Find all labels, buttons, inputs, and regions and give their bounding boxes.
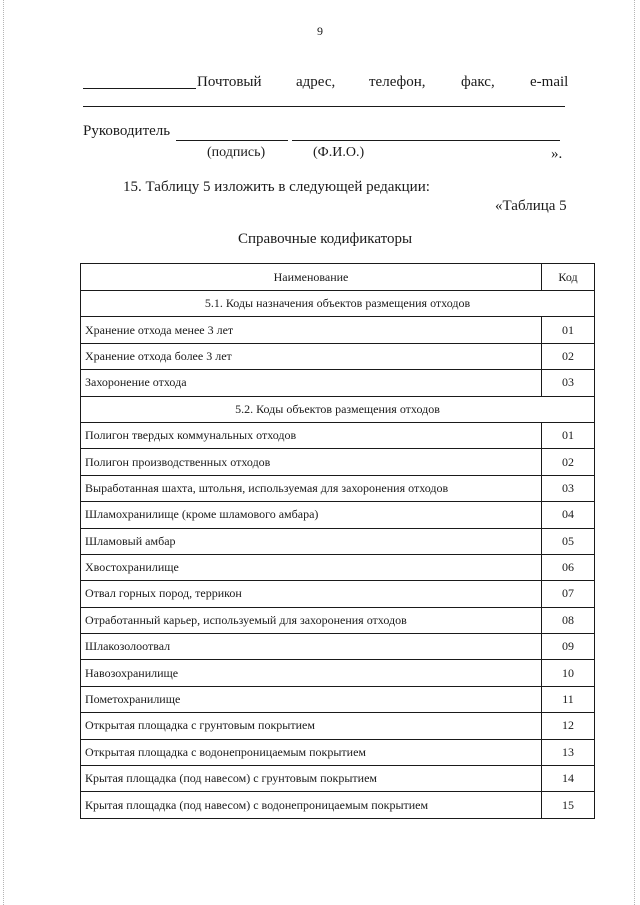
row-code-cell: 10: [542, 660, 595, 686]
row-code-cell: 05: [542, 528, 595, 554]
address-field-fax: факс,: [461, 74, 495, 90]
row-name-cell: Полигон производственных отходов: [81, 449, 542, 475]
row-code-cell: 01: [542, 317, 595, 343]
row-code-cell: 03: [542, 475, 595, 501]
table-row: [81, 713, 595, 739]
section-title: 5.2. Коды объектов размещения отходов: [81, 396, 595, 422]
row-code-cell: 14: [542, 766, 595, 792]
table-row: [81, 422, 595, 448]
table-title: Справочные кодификаторы: [237, 231, 413, 247]
row-code-cell: 02: [542, 449, 595, 475]
row-code-cell: 06: [542, 554, 595, 580]
table-row: [81, 370, 595, 396]
row-name-cell: Отработанный карьер, используемый для захоронения отходов: [81, 607, 542, 633]
row-name-cell: Хвостохранилище: [81, 554, 542, 580]
table-header-row: [81, 264, 595, 291]
section-title: 5.1. Коды назначения объектов размещения отходов: [81, 291, 595, 317]
scan-edge-left: [3, 0, 5, 905]
table-row: [81, 343, 595, 369]
row-name-cell: Шлакозолоотвал: [81, 634, 542, 660]
row-name-cell: Захоронение отхода: [81, 370, 542, 396]
row-code-cell: 08: [542, 607, 595, 633]
row-name-cell: Крытая площадка (под навесом) с водонепроницаемым покрытием: [81, 792, 542, 818]
row-code-cell: 12: [542, 713, 595, 739]
row-code-cell: 01: [542, 422, 595, 448]
table-row: [81, 317, 595, 343]
row-code-cell: 13: [542, 739, 595, 765]
address-continuation-underline: [83, 106, 565, 107]
header-name-cell: Наименование: [81, 264, 542, 291]
row-code-cell: 09: [542, 634, 595, 660]
codifier-table: [80, 263, 595, 819]
row-code-cell: 02: [542, 343, 595, 369]
table-row: [81, 660, 595, 686]
signature-caption-sign: (подпись): [207, 145, 266, 160]
row-name-cell: Открытая площадка с водонепроницаемым покрытием: [81, 739, 542, 765]
table-row: [81, 475, 595, 501]
row-name-cell: Выработанная шахта, штольня, используемая для захоронения отходов: [81, 475, 542, 501]
row-code-cell: 07: [542, 581, 595, 607]
page-number: 9: [317, 24, 323, 38]
signature-closing-quote: ».: [551, 146, 563, 162]
row-code-cell: 04: [542, 502, 595, 528]
row-name-cell: Шламохранилище (кроме шламового амбара): [81, 502, 542, 528]
table-row: [81, 528, 595, 554]
address-field-address: адрес,: [296, 74, 336, 90]
section-header-row: [81, 396, 595, 422]
row-name-cell: Навозохранилище: [81, 660, 542, 686]
row-code-cell: 11: [542, 686, 595, 712]
table-row: [81, 502, 595, 528]
table-row: [81, 766, 595, 792]
table-row: [81, 739, 595, 765]
row-name-cell: Полигон твердых коммунальных отходов: [81, 422, 542, 448]
scan-edge-right: [634, 0, 636, 905]
address-label: Почтовый: [197, 74, 262, 90]
table-row: [81, 449, 595, 475]
table-row: [81, 607, 595, 633]
instruction-text: 15. Таблицу 5 изложить в следующей редакции:: [123, 179, 430, 195]
row-name-cell: Крытая площадка (под навесом) с грунтовым покрытием: [81, 766, 542, 792]
address-field-phone: телефон,: [369, 74, 426, 90]
address-blank-underline: [83, 88, 196, 89]
table-row: [81, 581, 595, 607]
table-row: [81, 554, 595, 580]
address-field-email: e-mail: [530, 74, 569, 90]
signature-name-underline: [292, 140, 560, 141]
row-name-cell: Отвал горных пород, террикон: [81, 581, 542, 607]
row-name-cell: Хранение отхода более 3 лет: [81, 343, 542, 369]
header-code-cell: Код: [542, 264, 595, 291]
row-name-cell: Шламовый амбар: [81, 528, 542, 554]
row-name-cell: Хранение отхода менее 3 лет: [81, 317, 542, 343]
signature-label: Руководитель: [83, 123, 171, 139]
table-row: [81, 634, 595, 660]
table-row: [81, 792, 595, 818]
table-row: [81, 686, 595, 712]
row-code-cell: 03: [542, 370, 595, 396]
section-header-row: [81, 291, 595, 317]
row-code-cell: 15: [542, 792, 595, 818]
signature-caption-name: (Ф.И.О.): [313, 145, 365, 160]
signature-sign-underline: [176, 140, 288, 141]
row-name-cell: Открытая площадка с грунтовым покрытием: [81, 713, 542, 739]
row-name-cell: Пометохранилище: [81, 686, 542, 712]
table-reference: «Таблица 5: [495, 198, 567, 214]
